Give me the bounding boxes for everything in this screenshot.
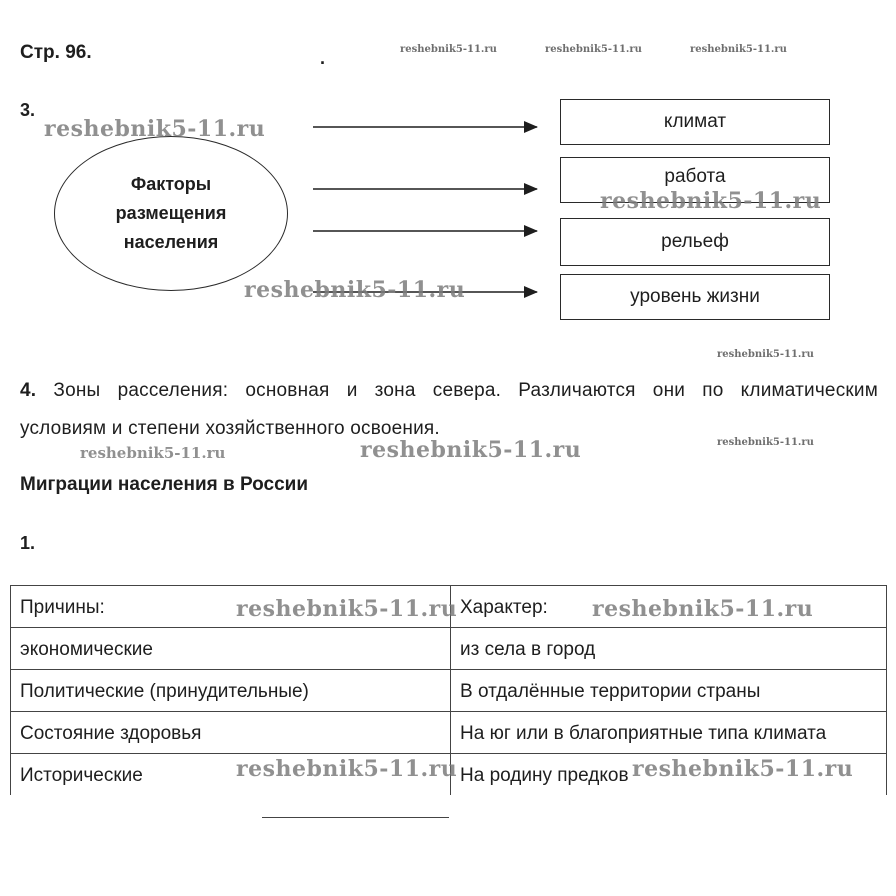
task-4-line-1	[20, 372, 878, 410]
watermark: reshebnik5-11.ru	[360, 437, 582, 463]
task-4-number: 4.	[20, 380, 37, 401]
watermark: reshebnik5-11.ru	[600, 188, 822, 214]
table-cell: Состояние здоровья	[11, 712, 451, 754]
table-cell: В отдалённые территории страны	[451, 670, 887, 712]
table-cell: из села в город	[451, 628, 887, 670]
table-cell: На юг или в благоприятные типа климата	[451, 712, 887, 754]
watermark: reshebnik5-11.ru	[400, 44, 497, 55]
header-cell-reasons: Причины:	[11, 586, 451, 628]
migration-task-number: 1.	[20, 533, 36, 553]
watermark: reshebnik5-11.ru	[717, 437, 814, 448]
task-4-text-1: Зоны расселения: основная и зона севера. Различаются они по климатическим	[53, 380, 878, 401]
table-row	[11, 712, 887, 754]
factor-label: работа	[664, 166, 726, 187]
table-cell: экономические	[11, 628, 451, 670]
factor-box-relief	[560, 218, 830, 266]
watermark: reshebnik5-11.ru	[592, 596, 814, 622]
factor-label: рельеф	[661, 231, 729, 252]
watermark: reshebnik5-11.ru	[80, 444, 226, 462]
table-row	[11, 670, 887, 712]
factor-label: уровень жизни	[630, 286, 760, 307]
ellipse-line-3: населения	[123, 232, 219, 252]
section-title: Миграции населения в России	[20, 474, 309, 495]
table-cell: На родину предков	[451, 754, 887, 796]
page-number-label: Стр. 96.	[20, 42, 92, 63]
factor-label: климат	[663, 111, 727, 132]
watermark: reshebnik5-11.ru	[690, 44, 787, 55]
header-cell-character: Характер:	[451, 586, 887, 628]
watermark: reshebnik5-11.ru	[236, 596, 458, 622]
watermark: reshebnik5-11.ru	[44, 116, 266, 142]
stray-dot: .	[320, 48, 326, 68]
watermark: reshebnik5-11.ru	[236, 756, 458, 782]
watermark: reshebnik5-11.ru	[717, 349, 814, 360]
table-bottom-rule	[262, 817, 449, 818]
factor-box-living	[560, 274, 830, 320]
table-cell: Политические (принудительные)	[11, 670, 451, 712]
watermark: reshebnik5-11.ru	[632, 756, 854, 782]
table-cell: Исторические	[11, 754, 451, 796]
task-4-line-2: условиям и степени хозяйственного освоения.	[20, 418, 440, 439]
watermark: reshebnik5-11.ru	[545, 44, 642, 55]
watermark: reshebnik5-11.ru	[244, 277, 466, 303]
task-3-number: 3.	[20, 100, 36, 120]
ellipse-line-1: Факторы	[130, 174, 212, 194]
table-row	[11, 628, 887, 670]
factor-box-climate	[560, 99, 830, 145]
ellipse-line-2: размещения	[115, 203, 227, 223]
